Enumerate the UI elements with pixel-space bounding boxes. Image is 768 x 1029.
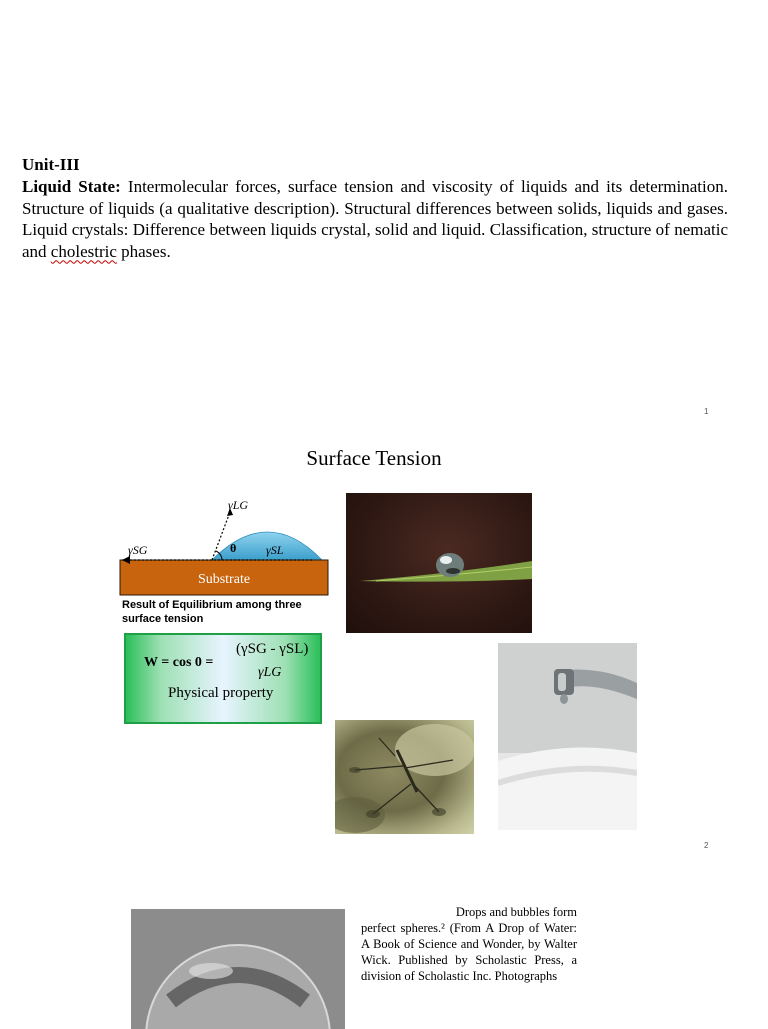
formula-numerator: (γSG - γSL)	[236, 641, 309, 657]
page-number: 1	[704, 407, 709, 416]
caption-line-1: Drops and bubbles form	[455, 905, 577, 919]
gamma-lg-label: γLG	[228, 498, 249, 512]
formula-box	[124, 633, 322, 724]
slide-title: Surface Tension	[306, 446, 442, 470]
droplet-on-leaf-photo	[346, 493, 532, 633]
water-strider-photo	[335, 720, 474, 834]
formula-denominator: γLG	[258, 665, 282, 680]
syllabus-paragraph	[22, 176, 728, 262]
page-number: 2	[704, 841, 709, 850]
topic-label: Liquid State:	[22, 177, 121, 196]
faucet-drop-photo	[498, 643, 637, 830]
theta-label: θ	[230, 541, 237, 555]
bubble-photo	[131, 909, 345, 1029]
syllabus-text: Intermolecular forces, surface tension and viscosity of liquids and its determination. Structure of liquids (a qualitative description). Structural differences between solids, liquids and gases. Liquid crystals: Difference between liquids crystal, solid and liquid. Classification, structure of nematic and	[22, 177, 728, 261]
gamma-sl-label: γSL	[266, 543, 284, 557]
syllabus-text-end: phases.	[116, 241, 171, 261]
substrate-label: Substrate	[197, 572, 251, 587]
formula-left: W = cos 0 =	[144, 655, 214, 670]
formula-subtitle: Physical property	[168, 685, 274, 701]
unit-heading: Unit-III	[22, 155, 80, 174]
bubble-caption	[361, 904, 577, 984]
gamma-sg-label: γSG	[128, 543, 148, 557]
contact-angle-diagram	[118, 494, 334, 598]
caption-text: perfect spheres.² (From A Drop of Water: A Book of Science and Wonder, by Walter Wick. Published by Scholastic Press, a division of Scholastic Inc. Photographs	[361, 921, 577, 983]
diagram-caption: Result of Equilibrium among three surface tension	[122, 599, 302, 625]
spellcheck-flagged-word[interactable]: cholestric	[50, 241, 117, 261]
